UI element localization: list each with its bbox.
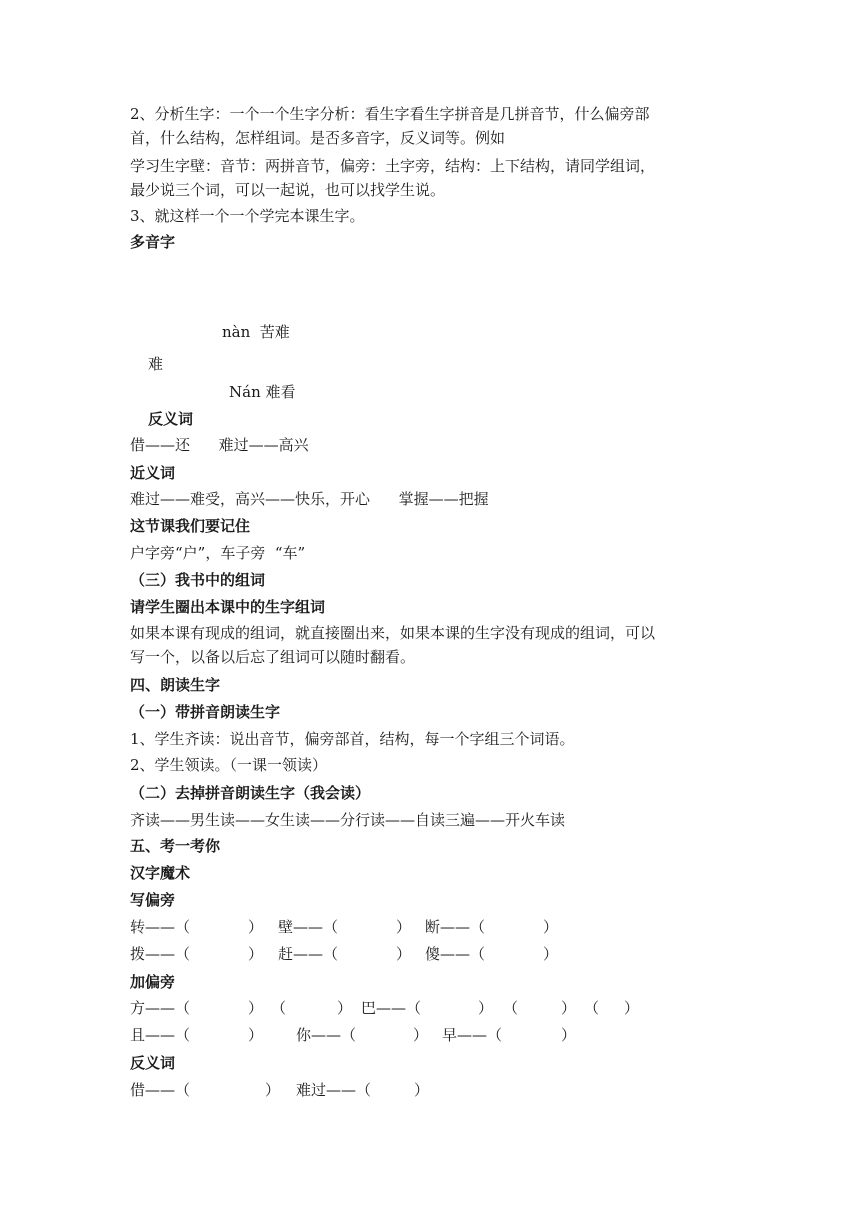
answer-blank-end: ） [337, 999, 353, 1017]
pinyin-line: Nán 难看 [229, 383, 296, 401]
heading-duoyinzi: 多音字 [130, 233, 176, 251]
heading-section-3: （三）我书中的组词 [130, 571, 266, 589]
heading-antonym-quiz: 反义词 [130, 1054, 176, 1072]
exercise-prompt: 拨——（ [130, 945, 191, 963]
paragraph-line: 写一个，以备以后忘了组词可以随时翻看。 [130, 648, 416, 666]
exercise-prompt: 壁——（ [278, 918, 339, 936]
paragraph-line: 3、就这样一个一个学完本课生字。 [130, 207, 365, 225]
answer-blank-end: ） [561, 1026, 577, 1044]
heading-jinyici: 近义词 [130, 464, 176, 482]
exercise-prompt: 且——（ [130, 1026, 191, 1044]
heading-sub-1: （一）带拼音朗读生字 [130, 703, 281, 721]
paragraph-line: 首，什么结构，怎样组词。是否多音字，反义词等。例如 [130, 129, 506, 147]
heading-section-5: 五、考一考你 [130, 837, 221, 855]
heading-hanzi-magic: 汉字魔术 [130, 864, 191, 882]
answer-blank-end: ） [543, 918, 559, 936]
answer-blank-start: （ [584, 999, 600, 1017]
answer-blank-start: （ [271, 999, 287, 1017]
exercise-prompt: 断——（ [425, 918, 486, 936]
pinyin-line: nàn 苦难 [222, 323, 290, 341]
exercise-prompt: 早——（ [442, 1026, 503, 1044]
answer-blank-end: ） [396, 945, 412, 963]
answer-blank-end: ） [413, 1026, 429, 1044]
answer-blank-end: ） [414, 1081, 430, 1099]
exercise-prompt: 赶——（ [278, 945, 339, 963]
exercise-prompt: 转——（ [130, 918, 191, 936]
exercise-prompt: 借——（ [130, 1081, 191, 1099]
paragraph-line: 齐读——男生读——女生读——分行读——自读三遍——开火车读 [130, 811, 566, 829]
exercise-prompt: 巴——（ [361, 999, 422, 1017]
exercise-prompt: 你——（ [296, 1026, 357, 1044]
paragraph-line: 1、学生齐读：说出音节，偏旁部首，结构，每一个字组三个词语。 [130, 730, 575, 748]
heading-remember: 这节课我们要记住 [130, 517, 251, 535]
paragraph-line: 学习生字壁：音节：两拼音节，偏旁：土字旁，结构：上下结构，请同学组词， [130, 157, 656, 175]
exercise-prompt: 难过——（ [296, 1081, 372, 1099]
answer-blank-end: ） [478, 999, 494, 1017]
answer-blank-end: ） [248, 945, 264, 963]
polyphonic-char: 难 [148, 355, 164, 373]
answer-blank-end: ） [561, 999, 577, 1017]
paragraph-line: 最少说三个词，可以一起说，也可以找学生说。 [130, 181, 446, 199]
answer-blank-start: （ [503, 999, 519, 1017]
paragraph-line: 如果本课有现成的组词，就直接圈出来，如果本课的生字没有现成的组词，可以 [130, 624, 656, 642]
answer-blank-end: ） [248, 1026, 264, 1044]
heading-add-radical: 加偏旁 [130, 973, 176, 991]
heading-write-radical: 写偏旁 [130, 891, 176, 909]
exercise-prompt: 方——（ [130, 999, 191, 1017]
answer-blank-end: ） [265, 1081, 281, 1099]
synonym-line: 难过——难受，高兴——快乐，开心 掌握——把握 [130, 490, 489, 508]
answer-blank-end: ） [543, 945, 559, 963]
heading-fanyici: 反义词 [148, 410, 194, 428]
paragraph-line: 2、学生领读。（一课一领读） [130, 756, 328, 774]
paragraph-line: 2、分析生字：一个一个生字分析：看生字看生字拼音是几拼音节，什么偏旁部 [130, 105, 650, 123]
answer-blank-end: ） [396, 918, 412, 936]
answer-blank-end: ） [624, 999, 640, 1017]
heading-section-4: 四、朗读生字 [130, 676, 221, 694]
answer-blank-end: ） [248, 999, 264, 1017]
exercise-prompt: 傻——（ [425, 945, 486, 963]
heading-circle: 请学生圈出本课中的生字组词 [130, 598, 326, 616]
remember-line: 户字旁“户”，车子旁 “车” [130, 544, 306, 562]
heading-sub-2: （二）去掉拼音朗读生字（我会读） [130, 784, 371, 802]
antonym-line: 借——还 难过——高兴 [130, 436, 309, 454]
answer-blank-end: ） [248, 918, 264, 936]
